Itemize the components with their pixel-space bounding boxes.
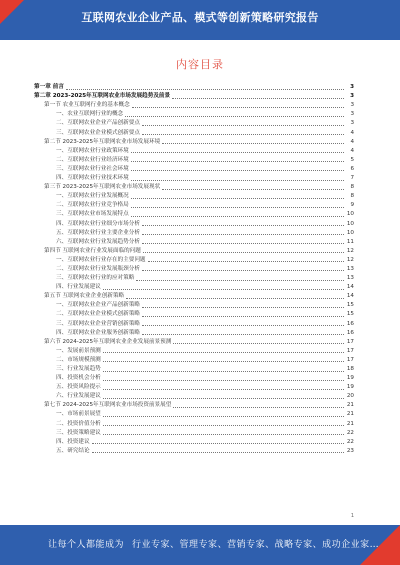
toc-entry-page: 3: [350, 84, 354, 91]
toc-entry-text: 二、互联网农业行业经济环境: [56, 156, 129, 163]
toc-entry[interactable]: [34, 428, 354, 437]
toc-entry-page: 8: [350, 184, 354, 191]
toc-entry[interactable]: [34, 237, 354, 246]
toc-entry-page: 22: [346, 429, 354, 436]
page-number: 1: [350, 513, 354, 519]
toc-dot-leader: [66, 89, 344, 90]
toc-dot-leader: [131, 180, 344, 181]
toc-entry-page: 3: [350, 120, 354, 127]
toc-entry-text: 第一节 农业互联网行业的基本概念: [44, 102, 130, 109]
toc-entry-text: 四、互联网农业行业技术环境: [56, 175, 129, 182]
toc-entry[interactable]: [34, 400, 354, 409]
toc-entry-page: 5: [350, 156, 354, 163]
toc-entry[interactable]: [34, 391, 354, 400]
toc-dot-leader: [131, 216, 344, 217]
toc-entry-page: 17: [346, 356, 354, 363]
toc-dot-leader: [142, 125, 344, 126]
slogan-prefix: 让每个人都能成为: [48, 540, 125, 550]
toc-entry-page: 3: [350, 102, 354, 109]
toc-dot-leader: [162, 143, 344, 144]
toc-entry-text: 第二章 2023-2025年互联网农业市场发展趋势及前景: [34, 93, 171, 100]
toc-entry-text: 二、互联网农业企业产品创新要点: [56, 120, 140, 127]
toc-entry-page: 12: [346, 256, 354, 263]
toc-entry-text: 三、互联网农业行业的应对策略: [56, 275, 135, 282]
toc-entry-text: 三、互联网农业行业社会环境: [56, 165, 129, 172]
toc-entry[interactable]: [34, 137, 354, 146]
toc-entry-text: 一、互联网农业行业存在的主要问题: [56, 256, 146, 263]
toc-entry-page: 19: [346, 384, 354, 391]
slogan-item: 成功企业家……: [322, 540, 389, 550]
toc-entry[interactable]: [34, 273, 354, 282]
toc-dot-leader: [103, 380, 344, 381]
toc-entry[interactable]: [34, 318, 354, 327]
toc-entry[interactable]: [34, 282, 354, 291]
toc-entry-page: 10: [346, 211, 354, 218]
toc-entry[interactable]: [34, 228, 354, 237]
toc-dot-leader: [126, 298, 344, 299]
toc-entry-page: 14: [346, 293, 354, 300]
toc-dot-leader: [125, 116, 344, 117]
toc-entry-page: 10: [346, 220, 354, 227]
toc-entry[interactable]: [34, 355, 354, 364]
toc-entry[interactable]: [34, 100, 354, 109]
toc-entry-text: 四、投资建议: [56, 438, 90, 445]
toc-entry-page: 21: [346, 420, 354, 427]
toc-entry[interactable]: [34, 173, 354, 182]
slogan-item: 行业专家: [132, 540, 171, 550]
toc-entry[interactable]: [34, 82, 354, 91]
toc-entry[interactable]: [34, 264, 354, 273]
toc-entry-text: 二、投资价值分析: [56, 420, 101, 427]
toc-entry[interactable]: [34, 309, 354, 318]
footer-corner-accent: [360, 525, 400, 565]
toc-entry[interactable]: [34, 164, 354, 173]
toc-dot-leader: [148, 261, 344, 262]
toc-entry[interactable]: [34, 209, 354, 218]
toc-dot-leader: [103, 352, 344, 353]
toc-dot-leader: [131, 152, 344, 153]
toc-dot-leader: [103, 434, 344, 435]
toc-entry-page: 10: [346, 229, 354, 236]
toc-dot-leader: [142, 334, 344, 335]
toc-entry-page: 15: [346, 302, 354, 309]
toc-entry-text: 第一章 前言: [34, 84, 64, 91]
toc-entry-text: 二、互联网农业企业模式创新策略: [56, 311, 140, 318]
toc-entry-page: 12: [346, 247, 354, 254]
toc-dot-leader: [131, 161, 344, 162]
toc-entry-page: 9: [350, 202, 354, 209]
toc-entry-page: 4: [350, 138, 354, 145]
toc-entry-text: 三、行业发展趋势: [56, 366, 101, 372]
toc-dot-leader: [142, 134, 344, 135]
toc-entry-text: 三、互联网农业企业营销创新策略: [56, 320, 140, 327]
toc-entry-text: 一、农业互联网行业的概念: [56, 111, 124, 118]
toc-entry[interactable]: [34, 146, 354, 155]
toc-dot-leader: [142, 270, 344, 271]
toc-entry-page: 17: [346, 338, 354, 345]
toc-entry-text: 第七节 2024-2025年互联网农业市场投资前景展望: [44, 402, 172, 409]
toc-entry-text: 六、互联网农业行业发展趋势分析: [56, 238, 140, 245]
toc-entry-page: 14: [346, 284, 354, 291]
toc-entry-text: 二、市场规模预测: [56, 356, 101, 363]
toc-entry[interactable]: [34, 437, 354, 446]
toc-entry-page: 13: [346, 265, 354, 272]
toc-entry-page: 16: [346, 320, 354, 327]
toc-entry[interactable]: [34, 200, 354, 209]
toc-entry[interactable]: [34, 346, 354, 355]
toc-entry-text: 四、互联网农业企业服务创新策略: [56, 329, 140, 336]
toc-title: 内容目录: [176, 58, 224, 71]
toc-entry-text: 四、互联网农业行业细分市场分析: [56, 220, 140, 227]
toc-entry-text: 二、互联网农业行业竞争格局: [56, 202, 129, 209]
toc-entry-page: 18: [346, 366, 354, 372]
toc-dot-leader: [173, 407, 344, 408]
toc-entry[interactable]: [34, 373, 354, 382]
toc-entry-page: 15: [346, 311, 354, 318]
toc-dot-leader: [162, 189, 344, 190]
toc-entry-text: 一、互联网农业行业政策环境: [56, 147, 129, 154]
toc-entry[interactable]: [34, 446, 354, 455]
toc-entry[interactable]: [34, 109, 354, 118]
toc-dot-leader: [92, 452, 344, 453]
toc-entry-page: 4: [350, 147, 354, 154]
toc-entry-page: 6: [350, 165, 354, 172]
toc-dot-leader: [103, 289, 344, 290]
toc-entry-text: 三、投资策略建议: [56, 429, 101, 436]
toc-entry-text: 五、互联网农业行业主要企业分析: [56, 229, 140, 236]
toc-entry-text: 二、互联网农业行业发展瓶颈分析: [56, 265, 140, 272]
report-title: 互联网农业企业产品、模式等创新策略研究报告: [81, 11, 319, 24]
footer-slogan: [48, 537, 389, 550]
toc-dot-leader: [172, 98, 344, 99]
toc-dot-leader: [142, 307, 344, 308]
toc-entry-page: 21: [346, 402, 354, 409]
toc-entry[interactable]: [34, 127, 354, 136]
toc-dot-leader: [143, 252, 344, 253]
toc-entry[interactable]: [34, 328, 354, 337]
toc-dot-leader: [142, 325, 344, 326]
toc-dot-leader: [103, 416, 344, 417]
toc-entry-text: 一、发展前景预测: [56, 347, 101, 354]
slogan-item: 管理专家: [179, 540, 218, 550]
toc-entry[interactable]: [34, 300, 354, 309]
toc-entry-text: 第五节 互联网农业企业创新策略: [44, 293, 125, 300]
toc-entry[interactable]: [34, 155, 354, 164]
toc-entry[interactable]: [34, 255, 354, 264]
toc-dot-leader: [103, 389, 344, 390]
toc-entry-text: 第四节 互联网农业行业发展面临的问题: [44, 247, 141, 254]
toc-entry[interactable]: [34, 364, 354, 373]
toc-entry-page: 16: [346, 329, 354, 336]
toc-dot-leader: [103, 398, 344, 399]
toc-entry-text: 五、研究结论: [56, 447, 90, 454]
toc-dot-leader: [142, 243, 344, 244]
toc-entry-page: 3: [350, 93, 354, 100]
toc-entry-page: 20: [346, 393, 354, 400]
toc-entry-page: 3: [350, 111, 354, 118]
toc-entry-page: 17: [346, 347, 354, 354]
toc-entry-text: 四、投资机会分析: [56, 375, 101, 382]
toc-entry[interactable]: [34, 218, 354, 227]
toc-entry-text: 三、互联网农业市场发展特点: [56, 211, 129, 218]
toc-entry-page: 19: [346, 375, 354, 382]
toc-entry-text: 第三节 2023-2025年互联网农业市场发展现状: [44, 184, 161, 191]
toc-dot-leader: [103, 361, 344, 362]
toc-dot-leader: [103, 425, 344, 426]
page-footer: [0, 525, 400, 565]
toc-entry[interactable]: [34, 337, 354, 346]
toc-dot-leader: [173, 343, 344, 344]
toc-dot-leader: [142, 316, 344, 317]
toc-entry-page: 23: [346, 447, 354, 454]
toc-entry-text: 五、投资风险提示: [56, 384, 101, 391]
toc-entry[interactable]: [34, 246, 354, 255]
toc-dot-leader: [92, 443, 344, 444]
toc-entry-page: 21: [346, 411, 354, 418]
toc-entry[interactable]: [34, 91, 354, 100]
toc-entry-text: 一、互联网农业行业发展概况: [56, 193, 129, 200]
toc-entry[interactable]: [34, 382, 354, 391]
slogan-item: 营销专家: [227, 540, 266, 550]
toc-entry[interactable]: [34, 191, 354, 200]
toc-entry-page: 7: [350, 175, 354, 182]
toc-entry-page: 22: [346, 438, 354, 445]
toc-entry-text: 第二节 2023-2025年互联网农业市场发展环境: [44, 138, 161, 145]
slogan-items: 行业专家、管理专家、营销专家、战略专家、成功企业家……: [132, 540, 389, 550]
toc-dot-leader: [136, 280, 344, 281]
toc-entry[interactable]: [34, 418, 354, 427]
toc-entry-text: 第六节 2024-2025年互联网农业企业发展前景预测: [44, 338, 172, 345]
toc-entry-text: 四、行业发展建议: [56, 284, 101, 291]
toc-entry[interactable]: [34, 118, 354, 127]
toc-dot-leader: [131, 207, 344, 208]
toc-entry[interactable]: [34, 409, 354, 418]
toc-entry-page: 11: [346, 238, 354, 245]
toc-dot-leader: [131, 198, 344, 199]
toc-entry-page: 4: [350, 129, 354, 136]
toc-entry-text: 一、市场前景展望: [56, 411, 101, 418]
toc-entry[interactable]: [34, 182, 354, 191]
toc-dot-leader: [132, 107, 344, 108]
toc-dot-leader: [142, 225, 344, 226]
toc-entry-text: 六、行业发展建议: [56, 393, 101, 400]
toc-dot-leader: [131, 170, 344, 171]
slogan-item: 战略专家: [274, 540, 313, 550]
page-header: [0, 0, 400, 40]
toc-entry-page: 13: [346, 275, 354, 282]
toc-entry-page: 8: [350, 193, 354, 200]
toc-entry-text: 一、互联网农业企业产品创新策略: [56, 302, 140, 309]
toc-dot-leader: [142, 234, 344, 235]
toc-entry-text: 三、互联网农业企业模式创新要点: [56, 129, 140, 136]
table-of-contents: [34, 82, 354, 455]
toc-entry[interactable]: [34, 291, 354, 300]
toc-dot-leader: [103, 371, 344, 372]
